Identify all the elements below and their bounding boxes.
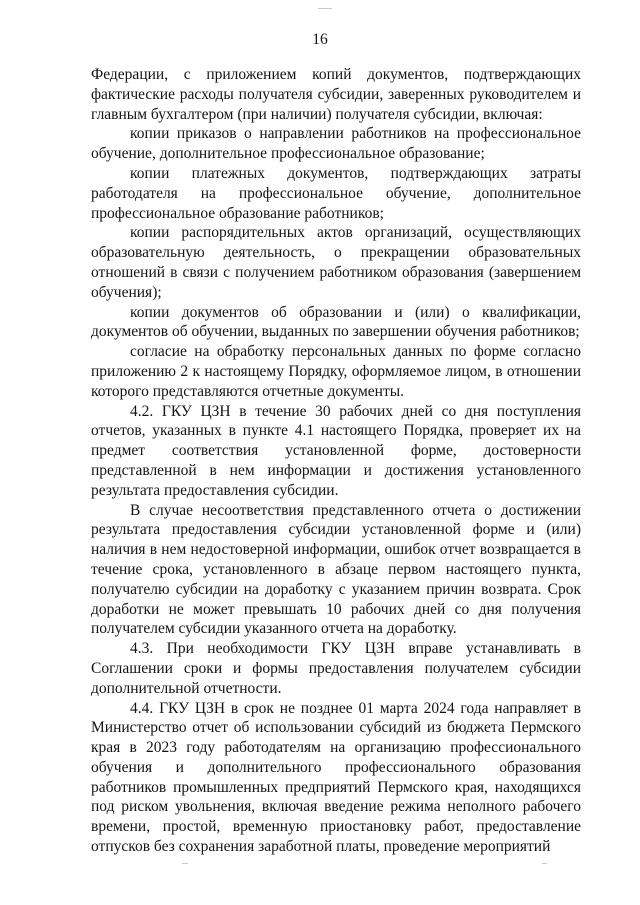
paragraph: копии распорядительных актов организаций, осуществляющих образовательную деятельность, о прекращении образовательных отношений в связи с получением работником образования (завершением обучения); <box>91 224 581 301</box>
paragraph: согласие на обработку персональных данных по форме согласно приложению 2 к настоящему Порядку, оформляемое лицом, в отношении которого представляются отчетные документы. <box>91 343 581 400</box>
paragraph: копии приказов о направлении работников на профессиональное обучение, дополнительное профессиональное образование; <box>91 125 581 163</box>
paragraph: 4.3. При необходимости ГКУ ЦЗН вправе устанавливать в Соглашении сроки и формы предоставления получателем субсидии дополнительной отчетности. <box>91 640 581 697</box>
paragraph: В случае несоответствия представленного отчета о достижении результата предоставления субсидии установленной форме и (или) наличия в нем недостоверной информации, ошибок отчет возвращается в течение срока, установленного в абзаце первом настоящего пункта, получателю субсидии на доработку с указанием причин возврата. Срок доработки не может превышать 10 рабочих дней со дня получения получателем субсидии указанного отчета на доработку. <box>91 501 581 638</box>
paragraph: 4.4. ГКУ ЦЗН в срок не позднее 01 марта 2024 года направляет в Министерство отчет об использовании субсидий из бюджета Пермского края в 2023 году работодателям на организацию профессионального обучения и дополнительного профессионального образования работников промышленных предприятий Пермского края, находящихся под риском увольнения, включая введение режима неполного рабочего времени, простой, временную приостановку работ, предоставление отпусков без сохранения заработной платы, проведение мероприятий <box>91 699 581 856</box>
page-number: 16 <box>312 31 328 48</box>
paragraph: Федерации, с приложением копий документов, подтверждающих фактические расходы получателя субсидии, заверенных руководителем и главным бухгалтером (при наличии) получателя субсидии, включая: <box>91 66 581 123</box>
paragraph: копии документов об образовании и (или) о квалификации, документов об обучении, выданных по завершении обучения работников; <box>91 303 581 341</box>
scan-artifact <box>182 863 188 864</box>
scan-artifact <box>318 8 332 9</box>
scan-artifact <box>542 863 547 864</box>
document-body <box>91 65 581 857</box>
paragraph: копии платежных документов, подтверждающих затраты работодателя на профессиональное обучение, дополнительное профессиональное образование работников; <box>91 164 581 222</box>
paragraph: 4.2. ГКУ ЦЗН в течение 30 рабочих дней со дня поступления отчетов, указанных в пункте 4.1 настоящего Порядка, проверяет их на предмет соответствия установленной форме, достоверности представленной в нем информации и достижения установленного результата предоставления субсидии. <box>91 402 581 499</box>
